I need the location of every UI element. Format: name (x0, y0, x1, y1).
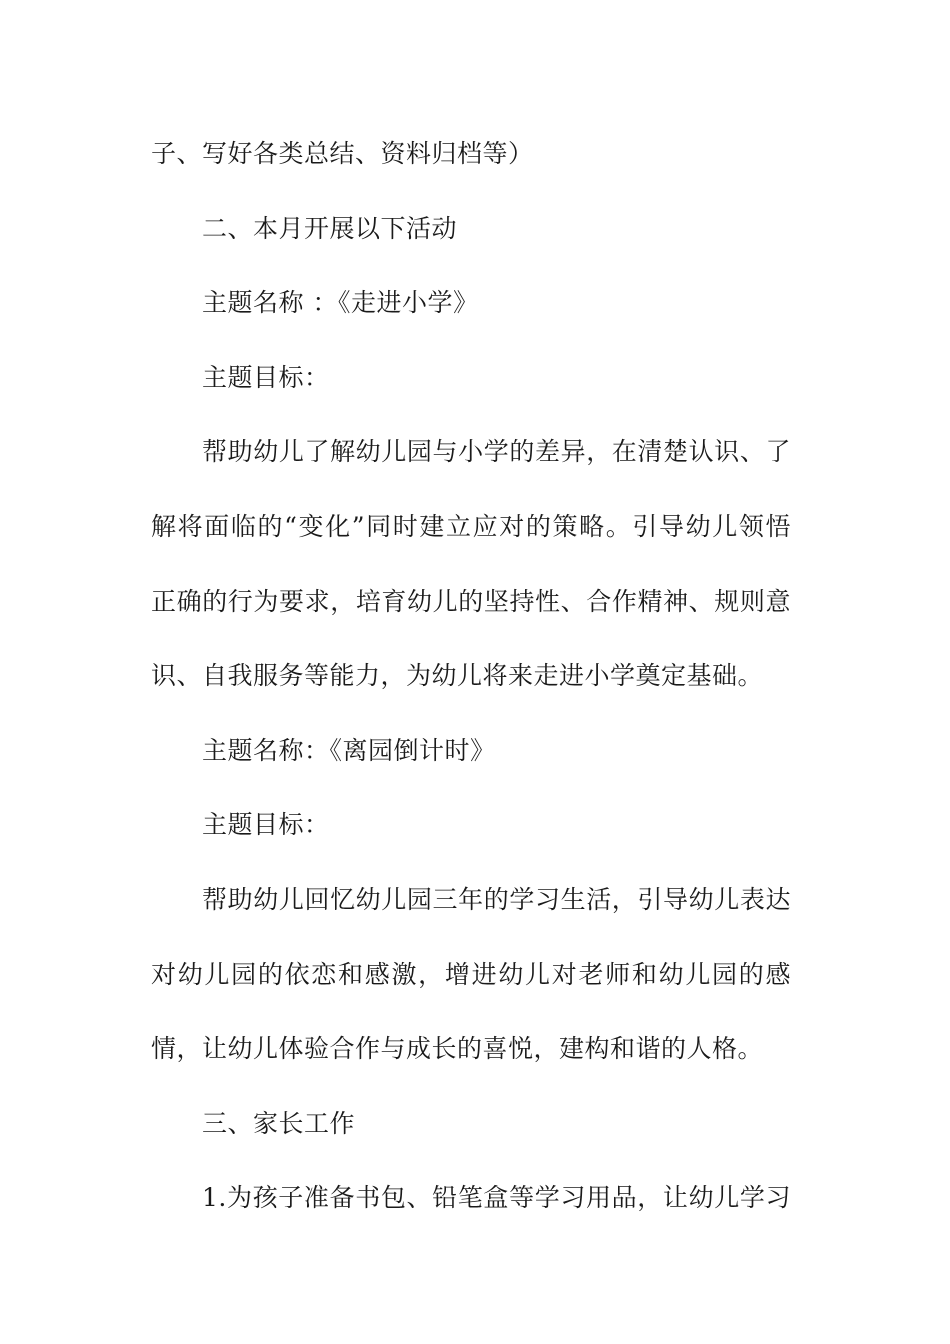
theme-goal-label: 主题目标： (202, 810, 330, 840)
text-line: 1.为孩子准备书包、铅笔盒等学习用品，让幼儿学习 (202, 1183, 791, 1213)
theme-goal-label: 主题目标： (202, 362, 330, 392)
theme-name: 主题名称 ：《走进小学》 (202, 288, 479, 318)
theme-name: 主题名称：《离园倒计时》 (202, 735, 496, 765)
document-body (151, 124, 791, 1243)
text-line: 解将面临的“变化”同时建立应对的策略。引导幼儿领悟 (151, 511, 791, 541)
text-line: 帮助幼儿回忆幼儿园三年的学习生活，引导幼儿表达 (202, 884, 791, 914)
text-line: 子、写好各类总结、资料归档等） (151, 139, 534, 168)
section-heading: 二、本月开展以下活动 (202, 213, 458, 243)
section-heading: 三、家长工作 (202, 1108, 356, 1138)
text-line: 对幼儿园的依恋和感激，增进幼儿对老师和幼儿园的感 (151, 959, 791, 989)
text-line: 情，让幼儿体验合作与成长的喜悦，建构和谐的人格。 (151, 1034, 764, 1064)
text-line: 帮助幼儿了解幼儿园与小学的差异，在清楚认识、了 (202, 437, 791, 467)
text-line: 识、自我服务等能力，为幼儿将来走进小学奠定基础。 (151, 661, 764, 691)
text-line: 正确的行为要求，培育幼儿的坚持性、合作精神、规则意 (151, 586, 791, 616)
